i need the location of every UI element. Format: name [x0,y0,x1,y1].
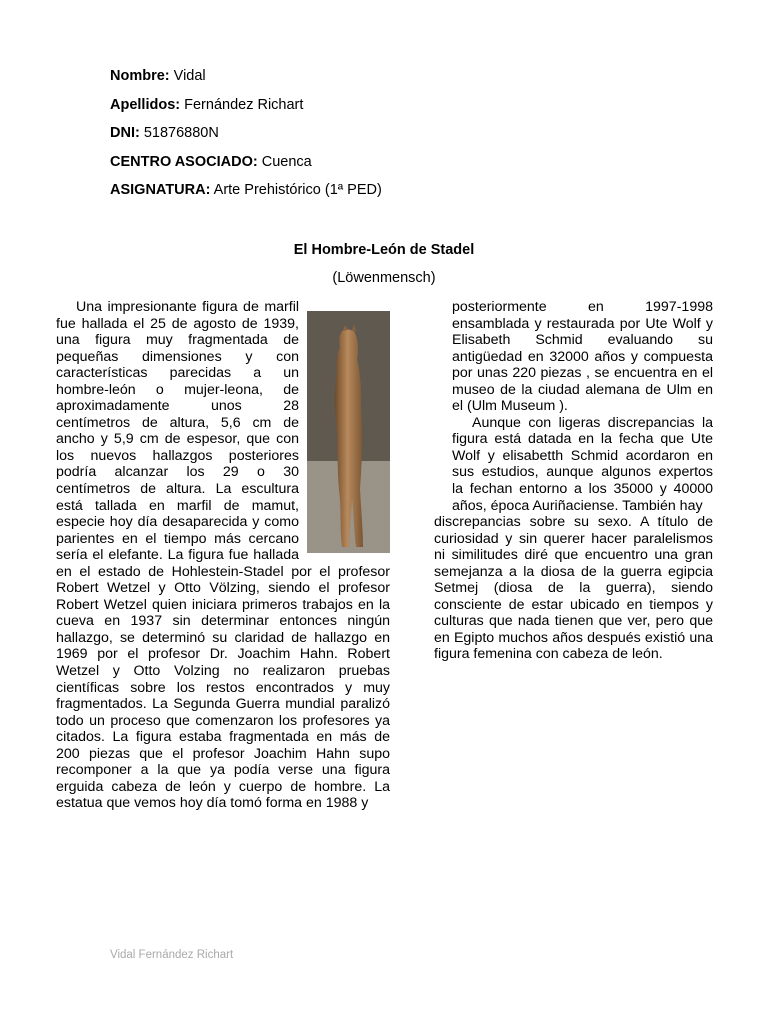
centro-label: CENTRO ASOCIADO: [110,153,258,170]
apellidos-value: Fernández Richart [184,96,304,113]
dni-label: DNI: [110,125,140,142]
apellidos-line [110,95,382,124]
paragraph-1-continued: posteriormente en 1997-1998 ensamblada y restaurada por Ute Wolf y Elisabeth Schmid evaluando su antigüedad en 32000 años y compuesta por unas 220 piezas , se encuentra en el museo de la ciudad alemana de Ulm en el (Ulm Museum ). [452,299,713,415]
centro-line [110,152,382,181]
footer-author: Vidal Fernández Richart [110,949,234,961]
lion-man-statue-image [307,311,390,553]
asignatura-label: ASIGNATURA: [110,182,211,199]
student-info [110,66,382,209]
left-column [56,299,390,812]
asignatura-value: Arte Prehistórico (1ª PED) [213,182,382,199]
asignatura-line [110,180,382,209]
dni-line [110,123,382,152]
dni-value: 51876880N [143,125,219,142]
paragraph-1: Una impresionante figura de marfil fue hallada el 25 de agosto de 1939, una figura muy fragmentada de pequeñas dimensiones y con características parecidas a un hombre-león o mujer-leona, de aproximadamente unos 28 centímetros de altura, 5,6 cm de ancho y 5,9 cm de espesor, que con los nuevos hallazgos posteriores podría alcanzar los 29 o 30 centímetros de altura. La escultura está tallada en marfil de mamut, especie hoy día desaparecida y como parientes en el tiempo más cercano sería el elefante. La figura fue hallada en el estado de Hohlestein-Stadel por el profesor Robert Wetzel y Otto Völzing, siendo el profesor Robert Wetzel quien iniciara primeros trabajos en la cueva en 1937 sin determinar entonces ningún hallazgo, se determinó su claridad de hallazgo en 1969 por el profesor Dr. Joachim Hahn. Robert Wetzel y Otto Volzing no realizaron pruebas científicas sobre los restos encontrados y muy fragmentados. La Segunda Guerra mundial paralizó todo un proceso que comenzaron los profesores ya citados. La figura estaba fragmentada en más de 200 piezas que el profesor Joachim Hahn supo recomponer a la que ya podía verse una figura erguida cabeza de león y cuerpo de hombre. La estatua que vemos hoy día tomó forma en 1988 y [56,299,390,812]
centro-value: Cuenca [261,153,312,170]
nombre-line [110,66,382,95]
right-column [434,299,713,663]
nombre-label: Nombre: [110,68,170,84]
paragraph-2-part-a: Aunque con ligeras discrepancias la figura está datada en la fecha que Ute Wolf y elisabetth Schmid acordaron en sus estudios, aunque algunos expertos la fechan entorno a los 35000 y 40000 años, época Auriñaciense. También hay [452,414,713,514]
apellidos-label: Apellidos: [110,96,181,113]
document-subtitle: (Löwenmensch) [332,270,436,286]
nombre-value: Vidal [173,68,206,84]
document-title: El Hombre-León de Stadel [293,242,475,258]
paragraph-2-part-b: discrepancias sobre su sexo. A título de curiosidad y sin querer hacer paralelismos ni similitudes diré que encuentro una gran semejanza a la diosa de la guerra egipcia Setmej (diosa de la guerra), siendo consciente de estar ubicado en tiempos y culturas que nada tienen que ver, pero que en Egipto muchos años después existió una figura femenina con cabeza de león. [434,514,713,663]
